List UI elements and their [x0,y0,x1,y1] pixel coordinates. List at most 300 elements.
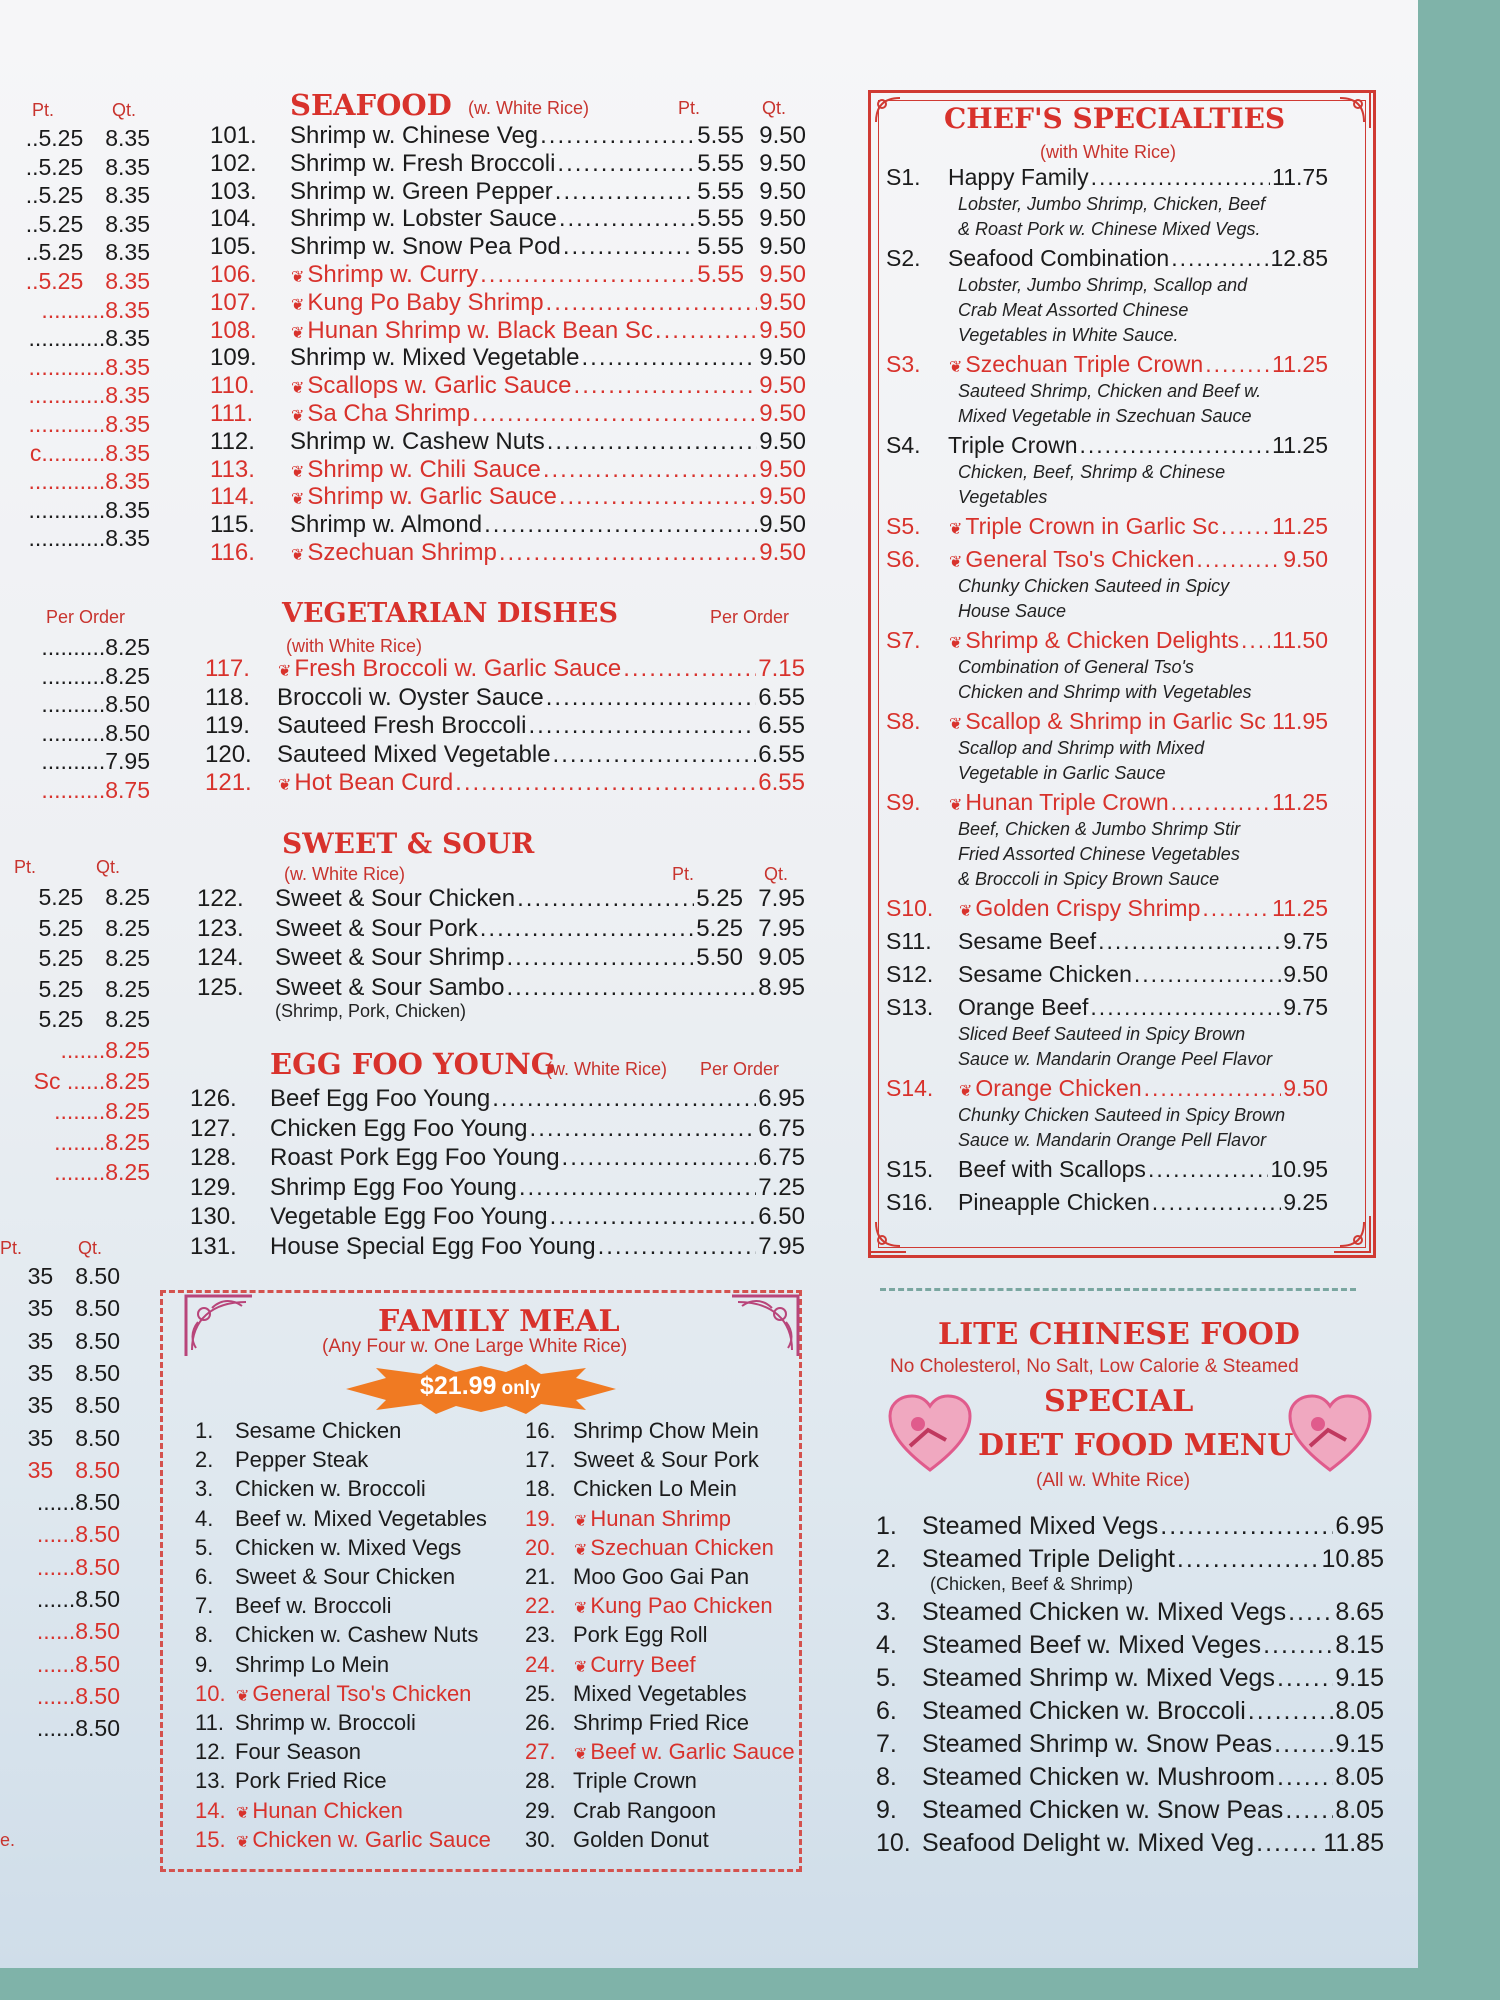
family-meal-item [525,1564,749,1590]
left-price-pt: ..5.25 [25,153,84,180]
item-name: Sauteed Fresh Broccoli [277,712,527,739]
sweet-sour-pt-header: Pt. [672,864,695,884]
egg-foo-young-item [190,1233,805,1261]
dot-leader [517,885,694,913]
chef-specialty-description: Mixed Vegetable in Szechuan Sauce [958,406,1252,426]
left-qt-header: Qt. [112,100,137,120]
price-badge-text [420,1372,541,1401]
item-number: 129. [190,1173,237,1201]
left-pt-header: Pt. [32,100,55,120]
item-name: Steamed Chicken w. Mixed Vegs [922,1598,1287,1626]
seafood-item [210,205,806,233]
dot-leader [1144,1075,1282,1102]
item-name: Szechuan Shrimp [307,539,497,566]
chili-pepper-icon: ❦ [291,408,305,425]
left-partial-row [0,1715,120,1742]
family-meal-item [195,1506,487,1532]
egg-foo-young-per-order: Per Order [700,1059,780,1079]
item-number: 108. [210,316,257,344]
chef-specialty-description: Crab Meat Assorted Chinese [958,300,1189,320]
chili-pepper-icon: ❦ [959,1083,973,1100]
left-partial-row [0,720,150,747]
item-number: 22. [525,1593,556,1619]
item-number: 9. [195,1651,214,1677]
family-meal-item [195,1768,387,1794]
family-meal-item [195,1710,416,1736]
item-price: 9.50 [1283,1075,1328,1101]
family-meal-item [195,1447,368,1473]
ornament-right-icon [722,1290,802,1360]
lite-item-note: (Chicken, Beef & Shrimp) [930,1574,1134,1594]
family-meal-item [525,1827,709,1853]
item-name: Sesame Beef [958,928,1097,954]
dot-leader [1202,895,1270,922]
left-price-qt: ..........8.50 [41,719,150,746]
item-name: Shrimp w. Almond [290,511,483,539]
dot-leader [1274,1730,1333,1759]
dot-leader [547,428,758,456]
item-name: Pineapple Chicken [958,1189,1150,1215]
item-price: 6.75 [758,1114,805,1142]
item-price-pint: 5.55 [697,261,744,288]
item-name: Sweet & Sour Chicken [275,885,516,912]
item-name: Triple Crown in Garlic Sc [965,513,1219,539]
item-number: S13. [886,994,934,1020]
heart-left-icon [888,1394,972,1474]
item-name: General Tso's Chicken [965,546,1195,572]
chef-specialty-description: Sauce w. Mandarin Orange Pell Flavor [958,1130,1267,1150]
item-price: 11.85 [1323,1829,1384,1857]
item-number: S3. [886,351,921,377]
chef-specialty-description: Lobster, Jumbo Shrimp, Chicken, Beef [958,194,1266,214]
chef-specialty-item [886,164,1328,191]
chef-specialty-description: Chicken and Shrimp with Vegetables [958,682,1252,702]
family-meal-subtitle: (Any Four w. One Large White Rice) [322,1336,628,1357]
lite-chinese-food-title: LITE CHINESE FOOD [938,1317,1300,1352]
item-number: 130. [190,1203,237,1230]
left-price-qt: ..........8.35 [41,296,150,323]
dot-leader [1148,1156,1269,1183]
chef-specialty-item [886,1189,1328,1216]
chef-specialty-description: House Sauce [958,601,1067,621]
family-meal-item [195,1418,401,1444]
item-name: Sweet & Sour Chicken [235,1564,456,1589]
left-partial-row [0,497,150,524]
item-number: 20. [525,1534,556,1560]
item-name: House Special Egg Foo Young [270,1232,596,1260]
seafood-qt-header: Qt. [762,98,787,118]
dot-leader [555,178,695,206]
left-price-qt: 8.50 [75,1424,120,1451]
left-partial-row [0,884,150,911]
left-price-qt: ........8.25 [54,1098,150,1125]
left-partial-row [0,440,150,467]
item-number: 125. [197,973,244,1001]
dot-leader [1196,546,1281,573]
left-partial-row [0,1651,120,1678]
left-price-qt: 8.25 [105,945,150,972]
item-price: 11.25 [1272,789,1328,815]
left-price-pt: 5.25 [38,975,84,1002]
left-price-qt: 8.35 [105,268,150,294]
chili-pepper-icon: ❦ [291,463,305,481]
special-title: SPECIAL [1044,1384,1194,1419]
dot-leader [546,289,758,317]
lite-diet-item [876,1664,1384,1693]
left-partial-row [0,1360,120,1387]
lite-diet-item [876,1697,1384,1726]
item-price: 9.50 [759,539,806,566]
left-price-qt: 8.50 [75,1327,120,1354]
item-name: Steamed Chicken w. Broccoli [922,1697,1246,1725]
egg-foo-young-item [190,1115,805,1143]
left-price-qt: ......8.50 [36,1553,120,1580]
left-price-qt: 8.25 [105,975,150,1002]
item-price: 11.25 [1272,513,1328,539]
item-number: 116. [210,539,255,566]
item-number: 120. [205,740,252,768]
chili-pepper-icon: ❦ [574,1600,588,1618]
chef-specialty-description: Chunky Chicken Sauteed in Spicy Brown [958,1105,1286,1125]
item-name: Szechuan Triple Crown [965,351,1204,377]
chef-specialty-item [886,928,1328,955]
item-name: Beef Egg Foo Young [270,1085,491,1112]
item-number: S12. [886,961,934,987]
item-number: 4. [195,1505,214,1531]
left-price-pt: ..5.25 [25,125,84,151]
item-number: 131. [190,1232,237,1260]
chef-specialty-item [886,895,1328,922]
seafood-subtitle: (w. White Rice) [468,98,590,118]
seafood-item [210,122,806,150]
chef-specialty-item [886,245,1328,272]
dot-leader [1160,1512,1333,1541]
vegetarian-item [205,712,805,740]
lite-diet-item [876,1545,1384,1574]
left-price-qt: ............8.35 [28,525,150,552]
seafood-item [210,261,806,289]
left-pt-header-2: Pt. [14,857,37,877]
dot-leader [1205,351,1270,378]
item-price-quart: 9.50 [759,177,806,205]
section-divider [880,1288,1356,1291]
left-partial-row [0,1425,120,1452]
chef-specialty-description: Chicken, Beef, Shrimp & Chinese [958,462,1226,482]
item-price: 6.55 [758,683,805,711]
dot-leader [1134,961,1281,988]
item-name: Triple Crown [573,1768,697,1794]
left-partial-row [0,525,150,552]
dot-leader [574,372,758,400]
family-meal-item [525,1476,737,1502]
chili-pepper-icon: ❦ [574,1512,588,1530]
item-name: Seafood Combination [948,245,1170,271]
family-meal-price-suffix: only [501,1378,541,1399]
item-number: S15. [886,1156,934,1182]
left-partial-row [0,1098,150,1125]
item-name: Pepper Steak [235,1447,369,1473]
family-meal-item [195,1593,392,1619]
item-number: 124. [197,944,244,971]
egg-foo-young-item [190,1203,805,1231]
dot-leader [506,974,756,1002]
left-per-order-header: Per Order [46,607,126,627]
left-price-pt: 35 [27,1327,54,1354]
family-meal-item [525,1535,774,1561]
dot-leader [655,317,757,345]
left-partial-row [0,1129,150,1156]
left-price-qt: ..........8.25 [41,634,150,660]
item-number: 128. [190,1144,237,1171]
item-price: 9.50 [759,455,806,483]
chili-pepper-icon: ❦ [278,777,292,794]
left-partial-row [0,1006,150,1033]
item-name: Triple Crown [948,432,1078,458]
item-price: 9.75 [1283,928,1328,954]
dot-leader [480,915,695,943]
dot-leader [563,233,695,261]
dot-leader [1152,1189,1281,1216]
dot-leader [623,655,756,683]
chili-pepper-icon: ❦ [949,359,963,376]
dot-leader [540,122,695,150]
item-name: Hot Bean Curd [294,769,454,796]
item-name: Beef with Scallops [958,1156,1146,1182]
item-number: 107. [210,288,257,316]
left-partial-row [0,1618,120,1645]
left-partial-row [0,354,150,381]
item-number: 117. [205,655,250,682]
item-price: 12.85 [1270,245,1328,271]
item-name: Sweet & Sour Sambo [275,973,505,1001]
left-price-qt: ..........8.75 [41,776,150,803]
item-number: 24. [525,1651,556,1677]
item-number: S6. [886,546,921,572]
dot-leader [499,539,757,567]
sweet-sour-item [197,944,805,972]
left-price-qt: 8.25 [105,1006,150,1033]
item-name: Chicken Lo Mein [573,1476,737,1502]
seafood-item [210,178,806,206]
left-price-qt: c..........8.35 [29,439,150,466]
item-number: 126. [190,1085,237,1112]
vegetarian-subtitle: (with White Rice) [286,636,423,656]
dot-leader [1221,513,1270,540]
chili-pepper-icon: ❦ [574,1746,588,1764]
item-price: 7.95 [758,1232,805,1260]
item-price: 11.95 [1272,708,1328,734]
left-partial-row [0,154,150,181]
seafood-item [210,456,806,484]
dot-leader [492,1085,756,1113]
item-price: 11.25 [1272,432,1328,458]
seafood-item [210,400,806,428]
item-name: Steamed Shrimp w. Mixed Vegs [922,1664,1275,1692]
item-name: Happy Family [948,164,1089,190]
family-meal-item [195,1564,455,1590]
dot-leader [1263,1631,1333,1660]
item-number: 101. [210,122,257,149]
sweet-sour-subtitle: (w. White Rice) [284,864,406,884]
chef-specialty-item [886,961,1328,988]
left-price-qt: ............8.35 [28,325,150,352]
corner-ornament-icon [1330,1212,1374,1256]
item-name: Beef w. Garlic Sauce [590,1739,795,1765]
item-name: Szechuan Chicken [590,1534,774,1560]
item-name: Sweet & Sour Pork [275,914,478,942]
item-price: 8.05 [1335,1796,1384,1824]
item-price: 8.95 [758,973,805,1001]
dot-leader [582,344,758,372]
lite-diet-item [876,1763,1384,1792]
item-number: 6. [876,1697,897,1725]
item-price-quart: 9.50 [759,233,806,261]
left-price-qt: ............8.35 [28,411,150,437]
item-price: 9.75 [1283,994,1328,1020]
dot-leader [1098,928,1281,955]
item-name: Steamed Triple Delight [922,1545,1175,1573]
item-price: 6.95 [1335,1512,1384,1540]
chef-specialty-item [886,1075,1328,1102]
chef-specialty-description: & Roast Pork w. Chinese Mixed Vegs. [958,219,1261,239]
left-partial-row [0,239,150,266]
left-price-pt: 35 [27,1263,54,1289]
item-price: 7.15 [758,655,805,682]
left-partial-row [0,1586,120,1613]
item-price: 11.25 [1272,895,1328,921]
item-name: Beef w. Broccoli [235,1593,392,1619]
left-price-qt: ......8.50 [36,1618,120,1645]
item-name: Shrimp Fried Rice [573,1710,750,1735]
family-meal-item [525,1506,731,1532]
dot-leader [1241,627,1270,654]
left-price-qt: ......8.50 [36,1586,120,1612]
item-name: Kung Pao Chicken [590,1593,773,1619]
item-price: 8.05 [1335,1697,1384,1725]
item-number: 15. [195,1826,226,1852]
item-number: 8. [876,1763,897,1791]
item-price-pint: 5.55 [697,233,744,261]
chef-specialty-description: Scallop and Shrimp with Mixed [958,738,1205,758]
item-price: 9.15 [1335,1730,1384,1758]
item-price-pint: 5.55 [697,177,744,205]
left-price-pt: 5.25 [38,914,84,941]
item-name: Steamed Beef w. Mixed Veges [922,1631,1262,1659]
item-number: S14. [886,1075,934,1101]
item-price-pint: 5.55 [697,205,744,233]
family-meal-item [525,1768,697,1794]
left-price-qt: ........8.25 [54,1128,150,1155]
left-edge-text: e. [0,1830,16,1850]
left-partial-row [0,1037,150,1064]
seafood-item [210,344,806,372]
chili-pepper-icon: ❦ [949,797,963,814]
item-name: Sweet & Sour Pork [573,1447,759,1473]
left-partial-row [0,945,150,972]
chef-specialty-item [886,351,1328,378]
dot-leader [557,150,695,178]
item-name: Chicken Egg Foo Young [270,1114,528,1142]
dot-leader [559,483,757,511]
dot-leader [1256,1829,1321,1858]
lite-tagline: No Cholesterol, No Salt, Low Calorie & Steamed [890,1356,1299,1377]
left-price-pt: ..5.25 [25,268,84,294]
lite-diet-item [876,1796,1384,1825]
item-price: 6.50 [758,1203,805,1230]
item-name: Sa Cha Shrimp [307,400,471,427]
chef-specialty-description: & Broccoli in Spicy Brown Sauce [958,869,1220,889]
item-number: 122. [197,885,244,912]
left-price-pt: 35 [27,1456,54,1483]
item-number: 121. [205,769,252,796]
seafood-pt-header: Pt. [678,98,701,118]
item-price: 9.50 [759,427,806,455]
left-price-qt: 8.35 [105,153,150,180]
item-name: Shrimp Chow Mein [573,1418,759,1443]
item-price-quart: 9.05 [758,944,805,971]
item-name: Pork Egg Roll [573,1622,708,1648]
chili-pepper-icon: ❦ [291,269,305,286]
vegetarian-item [205,655,805,683]
item-price: 7.25 [758,1173,805,1201]
item-name: Sauteed Mixed Vegetable [277,740,551,768]
left-price-qt: 8.25 [105,884,150,910]
item-price: 6.55 [758,712,805,739]
dot-leader [519,1174,756,1202]
chili-pepper-icon: ❦ [291,296,305,314]
left-price-pt: ..5.25 [25,210,84,237]
item-number: 5. [195,1534,214,1560]
left-price-qt: .......8.25 [60,1037,150,1063]
family-meal-item [525,1418,759,1444]
item-name: Steamed Chicken w. Snow Peas [922,1796,1284,1824]
dot-leader [562,1144,757,1172]
left-price-pt: 5.25 [38,884,84,910]
vegetarian-item [205,769,805,797]
vegetarian-per-order: Per Order [710,607,790,627]
family-meal-item [525,1681,747,1707]
item-price: 9.50 [759,288,806,316]
left-partial-row [0,125,150,152]
chef-specialty-item [886,432,1328,459]
dot-leader [506,944,694,972]
seafood-item [210,289,806,317]
seafood-item [210,233,806,261]
chili-pepper-icon: ❦ [949,716,963,733]
family-meal-item [195,1535,461,1561]
left-price-qt: ......8.50 [36,1650,120,1677]
left-price-qt: ..........7.95 [41,748,150,774]
left-partial-row [0,976,150,1003]
left-price-pt: 5.25 [38,1006,84,1033]
item-number: 104. [210,205,257,233]
vegetarian-title: VEGETARIAN DISHES [282,598,618,629]
item-name: Chicken w. Broccoli [235,1476,426,1502]
family-meal-price: $21.99 [420,1372,497,1400]
dot-leader [1171,245,1268,272]
item-number: 6. [195,1564,214,1589]
dot-leader [472,400,757,428]
item-number: 115. [210,511,255,539]
family-meal-item [525,1652,696,1678]
family-meal-item [195,1622,478,1648]
item-number: S11. [886,928,932,954]
dot-leader [546,684,757,712]
item-price: 10.85 [1321,1545,1384,1573]
left-price-qt: ........8.25 [54,1159,150,1186]
item-number: 28. [525,1768,556,1794]
chef-specialty-item [886,708,1328,735]
